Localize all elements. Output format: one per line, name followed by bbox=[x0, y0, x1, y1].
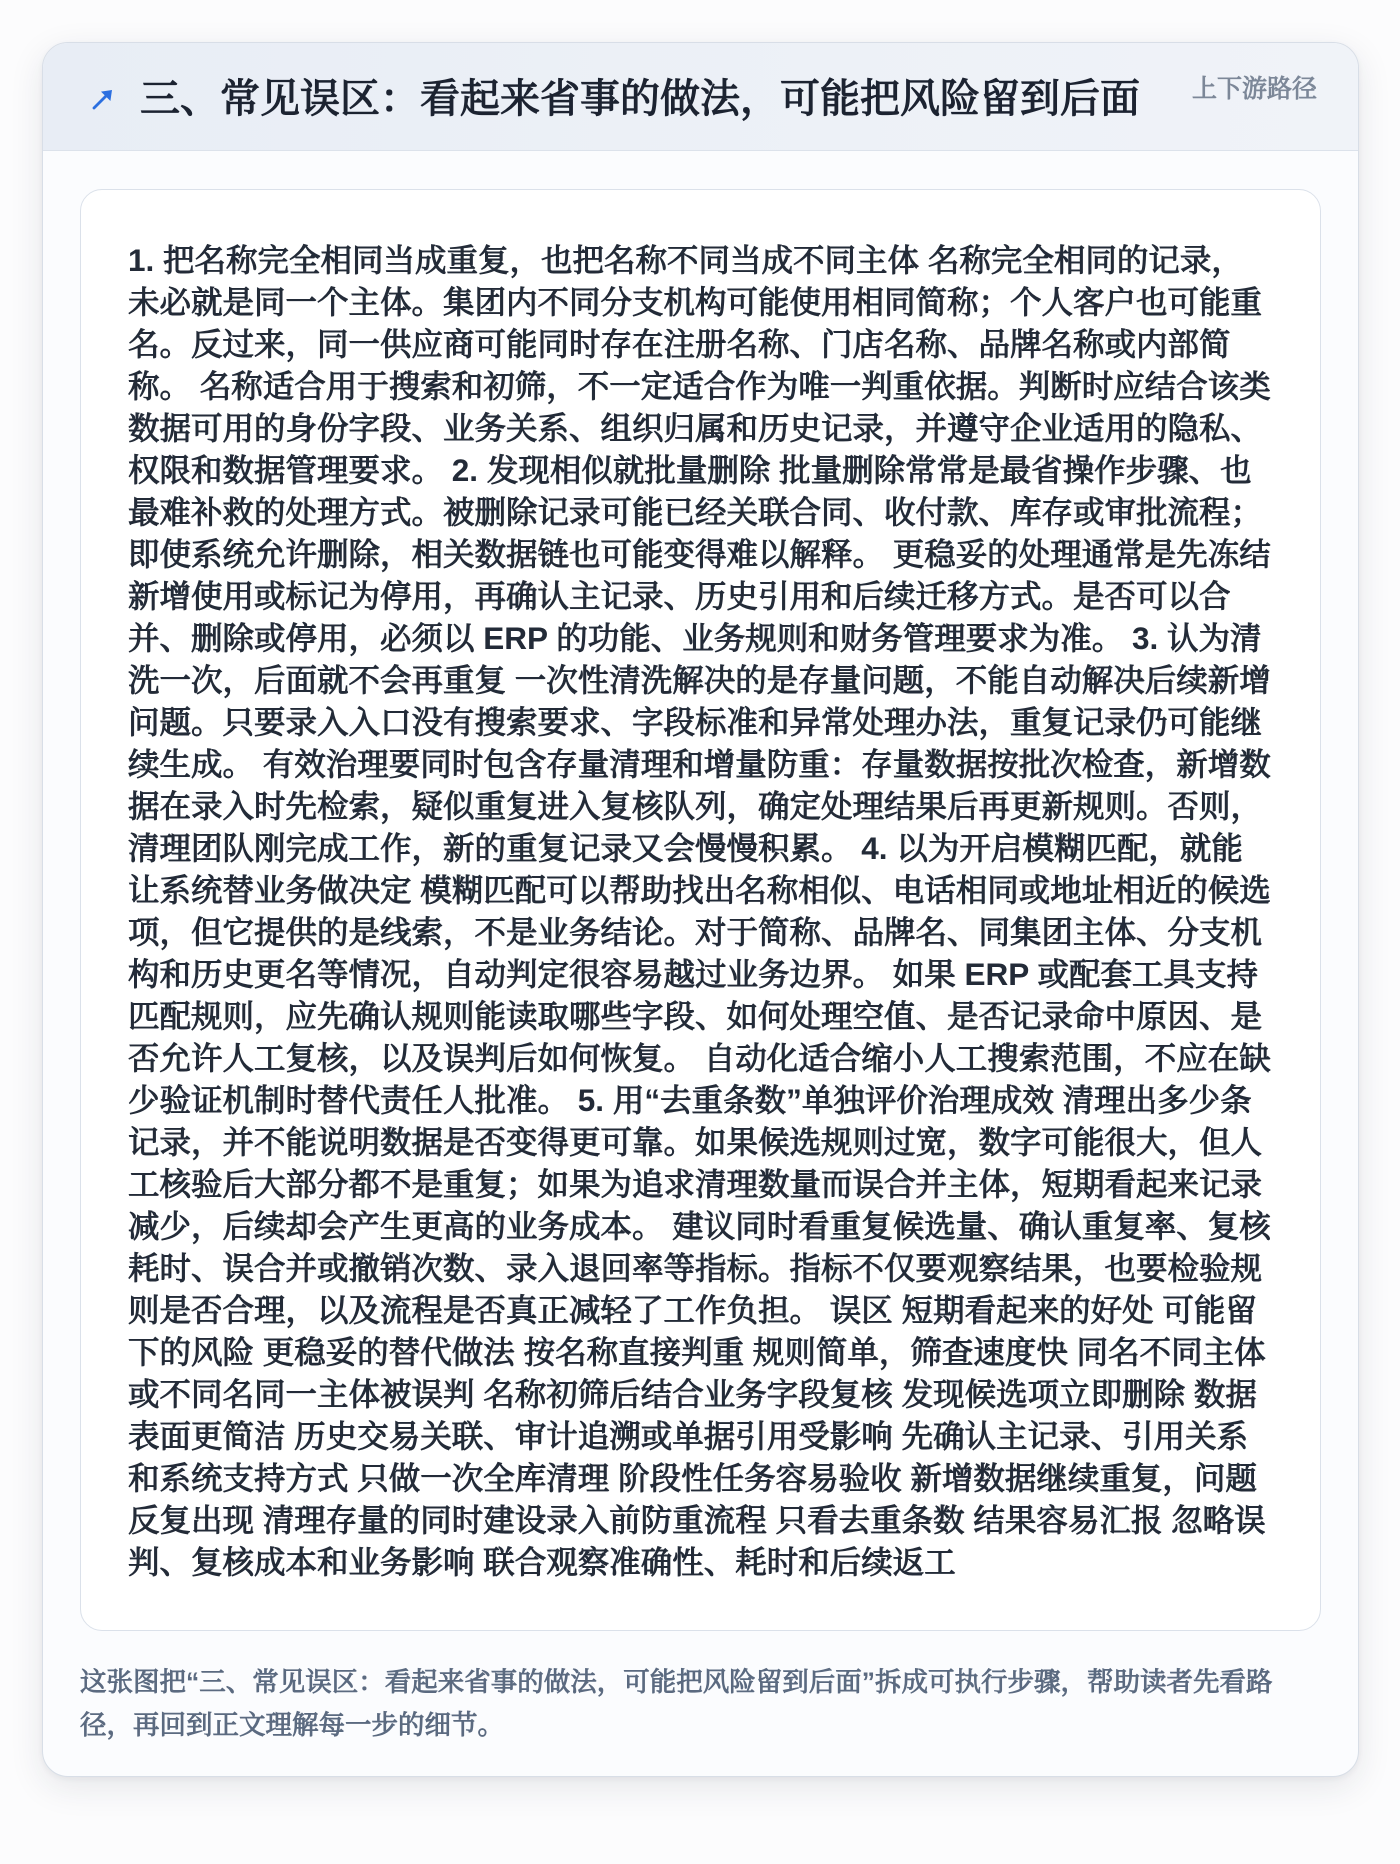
mistake-number: 5. bbox=[577, 1082, 605, 1118]
table-header-cell: 短期看起来的好处 bbox=[901, 1292, 1154, 1328]
table-cell: 同名不同主体或不同名同一主体被误判 bbox=[128, 1334, 1266, 1412]
mistake-number: 1. bbox=[128, 242, 155, 278]
content-card bbox=[42, 42, 1359, 1777]
table-cell: 清理存量的同时建设录入前防重流程 bbox=[262, 1502, 767, 1538]
figure-caption: 这张图把“三、常见误区：看起来省事的做法，可能把风险留到后面”拆成可执行步骤，帮助读者先看路径，再回到正文理解每一步的细节。 bbox=[80, 1667, 1273, 1740]
mistake-heading: 认为清洗一次，后面就不会再重复 bbox=[128, 620, 1262, 698]
mistake-text: 一次性清洗解决的是存量问题，不能自动解决后续新增问题。只要录入入口没有搜索要求、字段标准和异常处理办法，重复记录仍可能继续生成。 有效治理要同时包含存量清理和增量防重：存量数据按批次检查，新增数据在录入时先检索，疑似重复进入复核队列，确定处理结果后再更新规则。否则，清理团队刚完成工作，新的重复记录又会慢慢积累。 bbox=[128, 662, 1271, 866]
table-cell: 只看去重条数 bbox=[775, 1502, 965, 1538]
table-header-cell: 更稳妥的替代做法 bbox=[262, 1334, 515, 1370]
table-cell: 先确认主记录、引用关系和系统支持方式 bbox=[128, 1418, 1249, 1496]
mistake-number: 3. bbox=[1131, 620, 1159, 656]
table-cell: 历史交易关联、审计追溯或单据引用受影响 bbox=[294, 1418, 893, 1454]
table-cell: 联合观察准确性、耗时和后续返工 bbox=[483, 1544, 956, 1580]
table-cell: 阶段性任务容易验收 bbox=[618, 1460, 902, 1496]
mistake-heading: 用“去重条数”单独评价治理成效 bbox=[612, 1082, 1054, 1118]
mistake-text: 清理出多少条记录，并不能说明数据是否变得更可靠。如果候选规则过宽，数字可能很大，但人工核验后大部分都不是重复；如果为追求清理数量而误合并主体，短期看起来记录减少，后续却会产生更高的业务成本。 建议同时看重复候选量、确认重复率、复核耗时、误合并或撤销次数、录入退回率等指标。指标不仅要观察结果，也要检验规则是否合理，以及流程是否真正减轻了工作负担。 bbox=[128, 1082, 1271, 1328]
mistake-heading: 把名称完全相同当成重复，也把名称不同当成不同主体 bbox=[163, 242, 920, 278]
mistake-text: 批量删除常常是最省操作步骤、也最难补救的处理方式。被删除记录可能已经关联合同、收付款、库存或审批流程；即使系统允许删除，相关数据链也可能变得难以解释。 更稳妥的处理通常是先冻结新增使用或标记为停用，再确认主记录、历史引用和后续迁移方式。是否可以合并、删除或停用，必须以 ERP 的功能、业务规则和财务管理要求为准。 bbox=[128, 452, 1271, 656]
mistake-text: 名称完全相同的记录，未必就是同一个主体。集团内不同分支机构可能使用相同简称；个人客户也可能重名。反过来，同一供应商可能同时存在注册名称、门店名称、品牌名称或内部简称。 名称适合用于搜索和初筛，不一定适合作为唯一判重依据。判断时应结合该类数据可用的身份字段、业务关系、组织归属和历史记录，并遵守企业适用的隐私、权限和数据管理要求。 bbox=[128, 242, 1271, 488]
mistake-number: 2. bbox=[451, 452, 479, 488]
category-tag: 上下游路径 bbox=[1191, 75, 1317, 103]
section-title: 三、常见误区：看起来省事的做法，可能把风险留到后面 bbox=[140, 76, 1140, 121]
table-cell: 忽略误判、复核成本和业务影响 bbox=[128, 1502, 1266, 1580]
table-header-cell: 误区 bbox=[829, 1292, 893, 1328]
table-cell: 结果容易汇报 bbox=[973, 1502, 1163, 1538]
table-cell: 名称初筛后结合业务字段复核 bbox=[483, 1376, 893, 1412]
text-panel bbox=[80, 189, 1321, 1631]
table-header-cell: 可能留下的风险 bbox=[128, 1292, 1257, 1370]
body-text bbox=[128, 239, 1272, 1583]
table-cell: 只做一次全库清理 bbox=[357, 1460, 610, 1496]
mistake-heading: 发现相似就批量删除 bbox=[486, 452, 771, 488]
card-header bbox=[43, 43, 1358, 151]
arrow-up-right-icon bbox=[89, 85, 117, 113]
mistake-number: 4. bbox=[861, 830, 888, 866]
table-cell: 数据表面更简洁 bbox=[128, 1376, 1257, 1454]
table-cell: 新增数据继续重复，问题反复出现 bbox=[128, 1460, 1257, 1538]
table-cell: 规则简单，筛查速度快 bbox=[752, 1334, 1068, 1370]
mistake-text: 模糊匹配可以帮助找出名称相似、电话相同或地址相近的候选项，但它提供的是线索，不是业务结论。对于简称、品牌名、同集团主体、分支机构和历史更名等情况，自动判定很容易越过业务边界。 如果 ERP 或配套工具支持匹配规则，应先确认规则能读取哪些字段、如何处理空值、是否记录命中原因、是否允许人工复核，以及误判后如何恢复。 自动化适合缩小人工搜索范围，不应在缺少验证机制时替代责任人批准。 bbox=[128, 872, 1271, 1118]
mistake-heading: 以为开启模糊匹配，就能让系统替业务做决定 bbox=[128, 830, 1243, 908]
table-cell: 发现候选项立即删除 bbox=[901, 1376, 1186, 1412]
table-cell: 按名称直接判重 bbox=[523, 1334, 745, 1370]
